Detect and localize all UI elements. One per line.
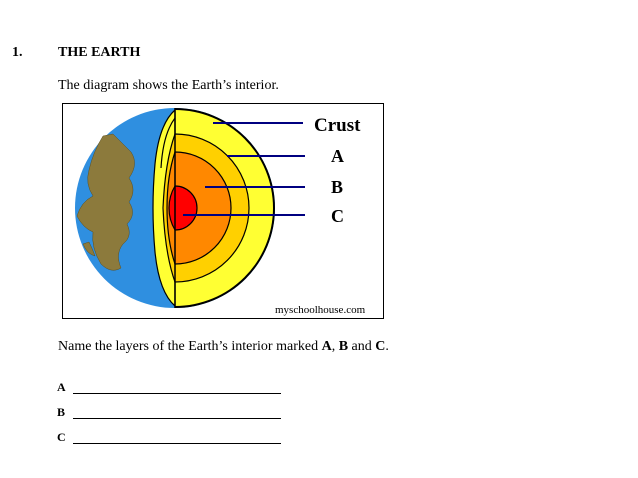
earth-interior-diagram xyxy=(62,103,384,319)
answer-row-c xyxy=(57,430,287,446)
prompt-bold-c: C xyxy=(375,339,386,354)
answer-letter: B xyxy=(57,405,66,419)
label-crust: Crust xyxy=(314,115,361,136)
question-prompt xyxy=(58,339,389,355)
answer-blank-c[interactable] xyxy=(73,443,281,444)
prompt-bold-a: A xyxy=(321,339,332,354)
answer-blank-b[interactable] xyxy=(73,418,281,419)
image-credit: myschoolhouse.com xyxy=(275,304,366,316)
answer-row-a xyxy=(57,380,287,396)
answer-letter: C xyxy=(57,430,66,444)
question-number: 1. xyxy=(12,45,23,60)
label-c: C xyxy=(331,206,344,226)
intro-text: The diagram shows the Earth’s interior. xyxy=(58,78,279,93)
question-title: THE EARTH xyxy=(58,45,141,60)
label-a: A xyxy=(331,146,344,166)
prompt-bold-b: B xyxy=(338,339,349,354)
answer-letter: A xyxy=(57,380,66,394)
prompt-sep-1: , xyxy=(331,339,339,354)
prompt-end: . xyxy=(385,339,389,354)
prompt-sep-2: and xyxy=(348,339,376,354)
answer-blank-a[interactable] xyxy=(73,393,281,394)
label-b: B xyxy=(331,177,344,197)
prompt-text: Name the layers of the Earth’s interior marked xyxy=(58,339,322,354)
answer-row-b xyxy=(57,405,287,421)
